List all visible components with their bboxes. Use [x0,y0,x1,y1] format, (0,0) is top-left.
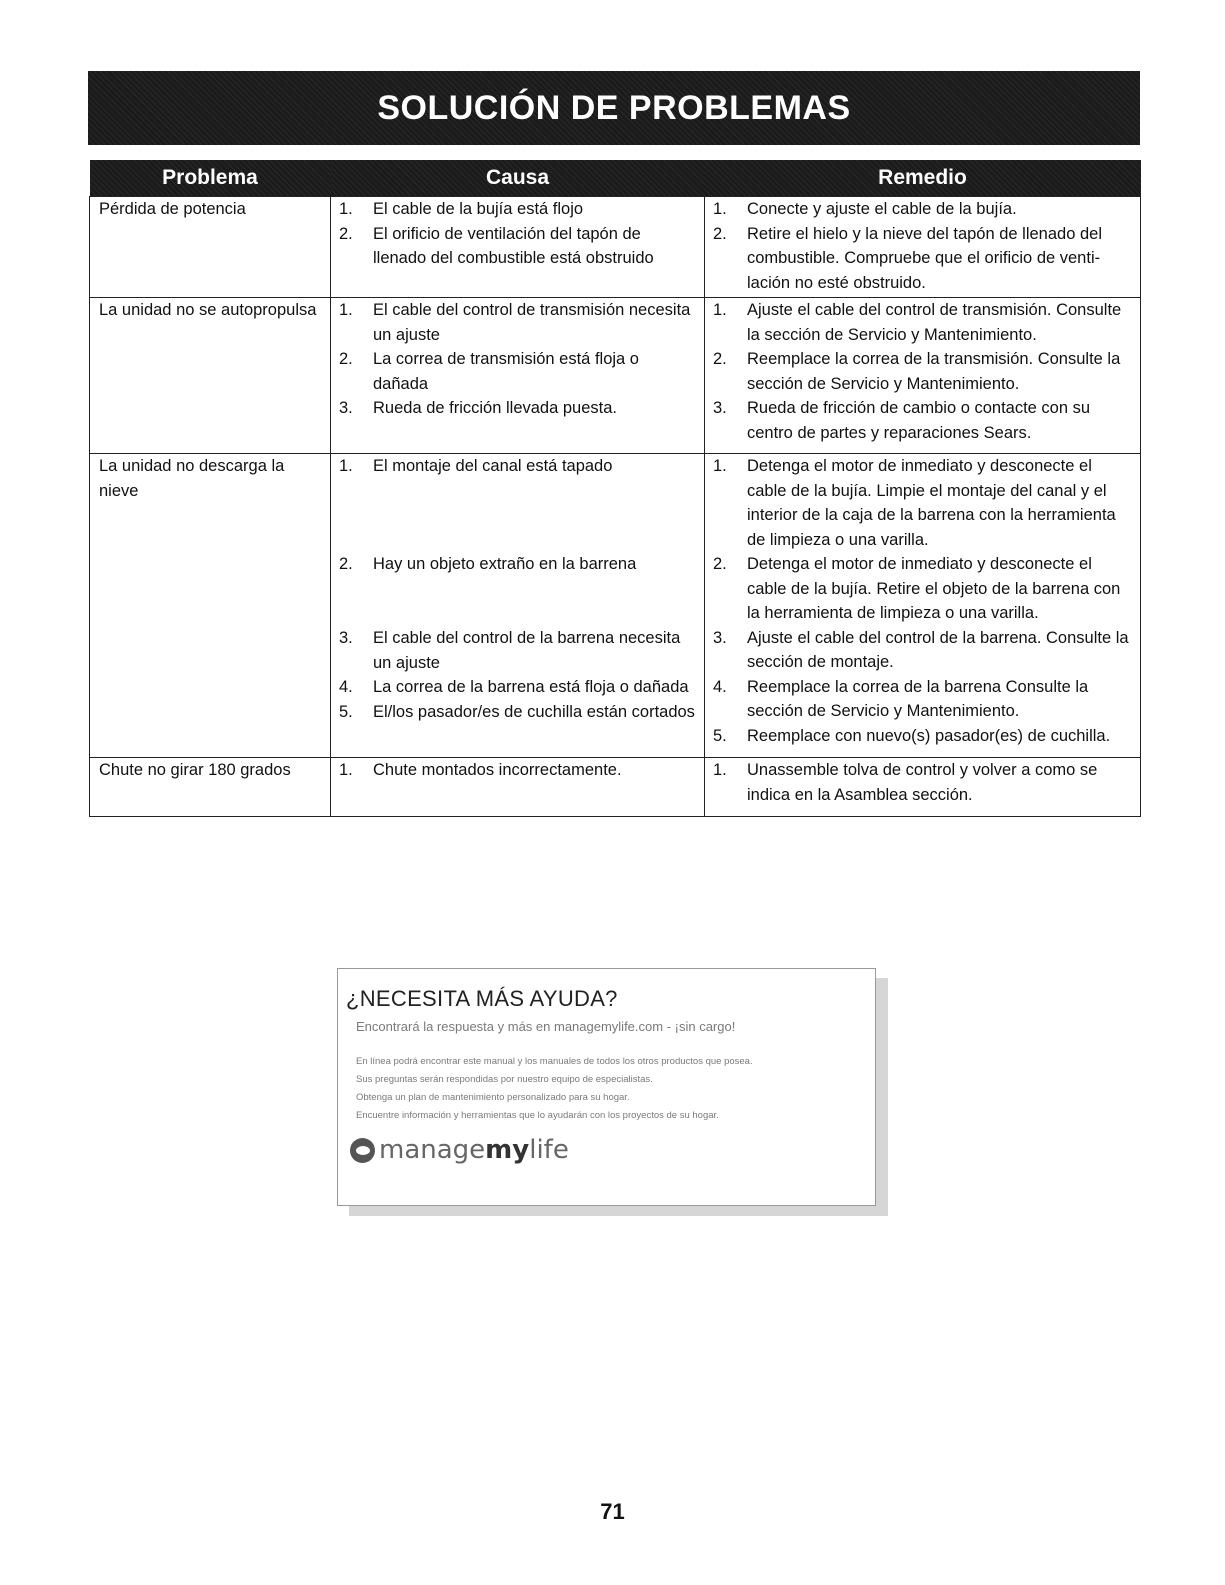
column-header-problem: Problema [90,160,331,197]
item-text: Detenga el motor de inmediato y desconecte el cable de la bujía. Limpie el montaje del canal y el interior de la caja de la barrena con la herramienta de limpieza o una varilla. [747,457,1116,549]
item-text: El orificio de ventilación del tapón de llenado del combustible está obstruido [373,224,654,267]
cause-list [339,758,698,783]
item-text: Reemplace la correa de la transmisión. Consulte la sección de Servicio y Mantenimiento. [747,350,1121,393]
item-number: 3. [713,628,727,647]
list-item [339,675,698,700]
managemylife-logo-icon [350,1138,375,1163]
cause-cell [331,758,705,817]
list-item [339,197,698,222]
item-text: Rueda de fricción llevada puesta. [373,399,617,417]
item-text: El/los pasador/es de cuchilla están cortados [373,702,695,721]
list-item [339,700,698,725]
item-number: 2. [713,350,727,368]
item-text: El cable de la bujía está flojo [373,200,584,218]
item-number: 2. [713,555,727,573]
item-number: 1. [339,200,353,218]
cause-list [339,298,698,421]
cause-list [339,454,698,724]
item-text: Unassemble tolva de control y volver a como se indica en la Asamblea sección. [747,761,1098,804]
item-number: 5. [713,726,727,745]
remedy-cell [705,298,1141,454]
list-item [339,626,698,675]
logo-text-life: life [529,1135,569,1165]
item-number: 3. [339,399,353,417]
problem-cell: Chute no girar 180 grados [90,758,331,817]
item-number: 1. [339,457,353,475]
remedy-list [713,758,1134,807]
item-text: Retire el hielo y la nieve del tapón de llenado del combustible. Compruebe que el orificio de venti-lación no esté obstruido. [747,224,1102,292]
item-number: 3. [339,629,353,647]
item-text: La correa de transmisión está floja o dañada [373,350,639,393]
item-number: 4. [339,678,353,696]
list-item [339,298,698,347]
column-header-remedy: Remedio [705,160,1141,197]
item-text: La correa de la barrena está floja o dañada [373,678,689,696]
logo-text-manage: manage [379,1135,486,1165]
item-number: 1. [339,301,353,319]
help-subtitle: Encontrará la respuesta y más en managemylife.com - ¡sin cargo! [356,1019,736,1034]
item-number: 2. [339,224,353,243]
remedy-list [713,298,1134,445]
item-number: 1. [713,301,727,319]
cause-list [339,197,698,271]
remedy-list [713,197,1134,295]
item-text: Reemplace con nuevo(s) pasador(es) de cuchilla. [747,726,1111,745]
list-item [339,454,698,552]
help-promo-box [337,968,876,1206]
list-item [339,222,698,271]
list-item [713,626,1134,675]
managemylife-logo [350,1135,569,1165]
item-text: El montaje del canal está tapado [373,457,613,475]
cause-cell [331,197,705,298]
help-title: ¿NECESITA MÁS AYUDA? [346,986,618,1011]
cause-cell [331,454,705,758]
list-item [339,552,698,626]
list-item [713,675,1134,724]
item-text: Detenga el motor de inmediato y desconecte el cable de la bujía. Retire el objeto de la barrena con la herramienta de limpieza o una varilla. [747,555,1121,622]
list-item [713,396,1134,445]
item-text: Ajuste el cable del control de transmisión. Consulte la sección de Servicio y Mantenimiento. [747,301,1122,344]
list-item [713,298,1134,347]
list-item [713,222,1134,296]
item-number: 2. [339,555,353,573]
help-line: Obtenga un plan de mantenimiento personalizado para su hogar. [356,1092,630,1103]
page-title-banner [88,71,1140,145]
item-number: 1. [713,457,727,475]
cause-cell [331,298,705,454]
item-number: 3. [713,399,727,417]
item-text: Reemplace la correa de la barrena Consulte la sección de Servicio y Mantenimiento. [747,677,1089,720]
item-text: El cable del control de la barrena necesita un ajuste [373,629,681,672]
page-number: 71 [600,1499,625,1524]
item-text: El cable del control de transmisión necesita un ajuste [373,301,691,344]
help-line: Encuentre información y herramientas que lo ayudarán con los proyectos de su hogar. [356,1110,719,1121]
list-item [339,396,698,421]
item-text: Conecte y ajuste el cable de la bujía. [747,200,1017,218]
column-header-cause: Causa [331,160,705,197]
help-line: Sus preguntas serán respondidas por nuestro equipo de especialistas. [356,1074,653,1085]
table-row [90,758,1141,817]
list-item [713,758,1134,807]
item-number: 1. [713,761,727,779]
table-header-row [90,160,1141,197]
list-item [713,347,1134,396]
item-number: 2. [713,224,727,243]
table-row [90,298,1141,454]
problem-cell: La unidad no descarga la nieve [90,454,331,758]
remedy-list [713,454,1134,748]
list-item [713,552,1134,626]
item-number: 5. [339,702,353,721]
logo-text-my: my [485,1135,530,1165]
remedy-cell [705,454,1141,758]
item-number: 1. [339,761,353,779]
item-number: 1. [713,200,727,218]
troubleshooting-table [89,160,1141,817]
problem-cell: La unidad no se autopropulsa [90,298,331,454]
list-item [713,197,1134,222]
item-number: 2. [339,350,353,368]
item-text: Rueda de fricción de cambio o contacte con su centro de partes y reparaciones Sears. [747,399,1091,442]
list-item [339,758,698,783]
table-row [90,454,1141,758]
item-text: Ajuste el cable del control de la barrena. Consulte la sección de montaje. [747,628,1129,671]
list-item [713,724,1134,749]
problem-cell: Pérdida de potencia [90,197,331,298]
logo-wordmark [379,1135,569,1165]
table-row [90,197,1141,298]
page-title: SOLUCIÓN DE PROBLEMAS [377,88,851,127]
list-item [339,347,698,396]
remedy-cell [705,758,1141,817]
item-text: Hay un objeto extraño en la barrena [373,555,637,573]
help-line: En línea podrá encontrar este manual y los manuales de todos los otros productos que posea. [356,1056,753,1067]
item-text: Chute montados incorrectamente. [373,761,622,779]
help-lines [356,1053,753,1125]
remedy-cell [705,197,1141,298]
item-number: 4. [713,677,727,696]
list-item [713,454,1134,552]
